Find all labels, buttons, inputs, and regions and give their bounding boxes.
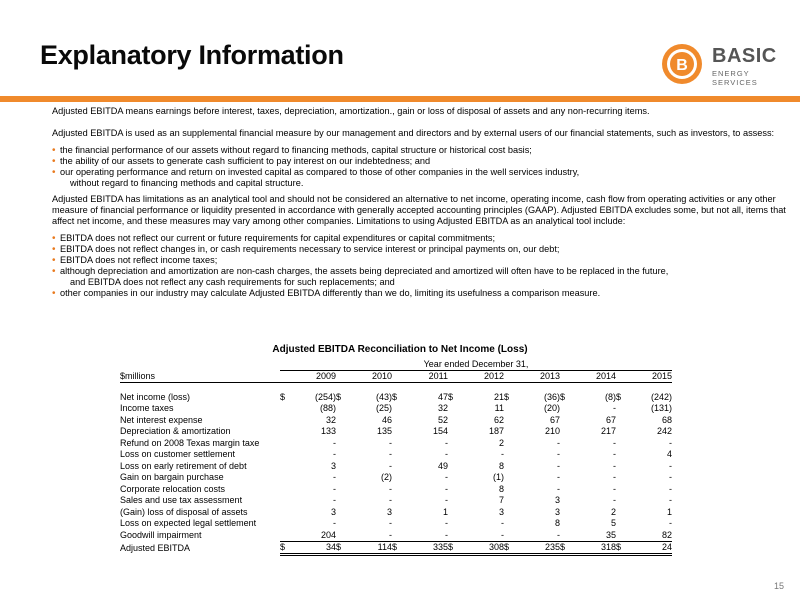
table-cell: (2) — [381, 472, 392, 483]
table-cell: - — [445, 472, 448, 483]
bullet-icon: • — [52, 288, 56, 299]
list-item: • the financial performance of our assets without regard to financing methods, capital structure or historical cost basis; — [52, 145, 532, 156]
bullet-icon: • — [52, 244, 56, 255]
currency-symbol: $ — [504, 541, 512, 555]
currency-symbol: $ — [336, 391, 342, 402]
table-cell: 32 — [437, 403, 448, 414]
table-cell: 187 — [488, 426, 504, 437]
table-cell: - — [669, 472, 672, 483]
table-cell: - — [389, 437, 392, 448]
table-cell: - — [557, 472, 560, 483]
table-row — [120, 518, 672, 530]
table-row — [120, 495, 672, 507]
usage-paragraph: Adjusted EBITDA is used as an supplemental financial measure by our management and directors and by external users of our financial statements, such as investors, to assess: — [52, 128, 775, 138]
table-cell: - — [501, 529, 504, 540]
currency-symbol: $ — [448, 391, 454, 402]
row-label: (Gain) loss of disposal of assets — [120, 506, 248, 517]
row-label: Goodwill impairment — [120, 530, 202, 540]
list-item-continuation: without regard to financing methods and capital structure. — [70, 178, 304, 188]
table-cell: 1 — [666, 506, 672, 517]
year-header: 2010 — [344, 370, 392, 383]
table-cell: 49 — [437, 460, 448, 471]
table-cell: 3 — [330, 506, 336, 517]
row-label: Loss on early retirement of debt — [120, 460, 247, 471]
table-cell: - — [557, 483, 560, 494]
table-cell: - — [613, 403, 616, 414]
list-item: • EBITDA does not reflect changes in, or cash requirements necessary to service interest or principal payments on, our debt; — [52, 244, 560, 255]
table-cell: 21 — [493, 391, 504, 402]
explanatory-text — [52, 106, 787, 304]
table-row — [120, 529, 672, 541]
table-header-years — [120, 370, 672, 383]
table-cell: 67 — [605, 414, 616, 425]
table-cell: 8 — [554, 518, 560, 529]
reconciliation-table — [120, 358, 672, 556]
table-cell: - — [613, 449, 616, 460]
list-item-continuation: and EBITDA does not reflect any cash requirements for such replacements; and — [70, 277, 395, 287]
table-cell: - — [445, 495, 448, 506]
table-cell: (36) — [543, 391, 560, 402]
row-label: Refund on 2008 Texas margin taxe — [120, 437, 260, 448]
logo-subtitle: ENERGY SERVICES — [712, 69, 758, 87]
logo-name: BASIC — [712, 45, 777, 67]
limitations-bullet-list — [52, 233, 787, 299]
bullet-icon: • — [52, 145, 56, 156]
table-row — [120, 472, 672, 484]
currency-symbol: $ — [616, 541, 624, 555]
table-cell: 335 — [400, 541, 448, 555]
table-cell: 308 — [456, 541, 504, 555]
table-cell: 3 — [554, 495, 560, 506]
bullet-icon: • — [52, 266, 56, 277]
table-cell: 3 — [498, 506, 504, 517]
table-cell: - — [501, 518, 504, 529]
table-total-row — [120, 541, 672, 555]
table-cell: - — [501, 449, 504, 460]
table-cell: - — [613, 483, 616, 494]
page-title: Explanatory Information — [40, 40, 344, 70]
bullet-icon: • — [52, 167, 56, 178]
table-cell: 7 — [498, 495, 504, 506]
bullet-icon: • — [52, 156, 56, 167]
bullet-icon: • — [52, 233, 56, 244]
table-cell: 217 — [600, 426, 616, 437]
table-cell: (242) — [650, 391, 672, 402]
list-item: • EBITDA does not reflect income taxes; — [52, 255, 218, 266]
table-cell: 47 — [437, 391, 448, 402]
bullet-icon: • — [52, 255, 56, 266]
table-cell: 3 — [386, 506, 392, 517]
list-item: • our operating performance and return on invested capital as compared to those of other companies in the well services industry, — [52, 167, 580, 178]
table-cell: - — [613, 460, 616, 471]
table-row — [120, 460, 672, 472]
table-cell: - — [389, 529, 392, 540]
table-cell: - — [333, 483, 336, 494]
table-cell: - — [333, 495, 336, 506]
table-cell: 210 — [544, 426, 560, 437]
table-row — [120, 449, 672, 461]
table-cell: - — [389, 518, 392, 529]
row-label: Corporate relocation costs — [120, 483, 226, 494]
table-cell: - — [389, 449, 392, 460]
company-logo — [658, 42, 778, 86]
year-header: 2015 — [624, 370, 672, 383]
list-item: • EBITDA does not reflect our current or future requirements for capital expenditures or capital commitments; — [52, 233, 496, 244]
table-cell: - — [557, 460, 560, 471]
units-label: $millions — [120, 370, 280, 383]
table-cell: - — [389, 483, 392, 494]
currency-symbol: $ — [616, 391, 622, 402]
table-cell: 235 — [512, 541, 560, 555]
year-header: 2013 — [512, 370, 560, 383]
table-cell: - — [333, 449, 336, 460]
currency-symbol: $ — [504, 391, 510, 402]
year-header: 2011 — [400, 370, 448, 383]
table-cell: 68 — [661, 414, 672, 425]
table-cell: - — [669, 460, 672, 471]
table-cell: 35 — [605, 529, 616, 540]
table-cell: 67 — [549, 414, 560, 425]
currency-symbol: $ — [336, 541, 344, 555]
table-row — [120, 414, 672, 426]
table-row — [120, 403, 672, 415]
table-row — [120, 483, 672, 495]
row-label: Net income (loss) — [120, 391, 191, 402]
table-cell: (254) — [314, 391, 336, 402]
table-cell: - — [557, 437, 560, 448]
table-row — [120, 426, 672, 438]
limitations-paragraph: Adjusted EBITDA has limitations as an analytical tool and should not be considered an alternative to net income, operating income, cash flow from operating activities or any other measure of financial performance or liquidity presented in accordance with generally accepted accounting principles (GAAP). Adjusted EBITDA excludes some, but not all, items that affect net income, and these measures may vary among other companies. Limitations to using Adjusted EBITDA as an analytical tool include: — [52, 194, 786, 226]
logo-letter: B — [676, 57, 688, 74]
table-cell: - — [445, 518, 448, 529]
table-cell: - — [445, 437, 448, 448]
table-cell: - — [669, 437, 672, 448]
currency-symbol: $ — [392, 391, 398, 402]
currency-symbol: $ — [392, 541, 400, 555]
period-header: Year ended December 31, — [280, 358, 672, 370]
row-label: Net interest expense — [120, 414, 203, 425]
table-cell: 62 — [493, 414, 504, 425]
logo-b-icon — [658, 42, 706, 86]
table-cell: - — [445, 449, 448, 460]
table-cell: - — [613, 472, 616, 483]
table-cell: - — [445, 483, 448, 494]
table-cell: - — [389, 495, 392, 506]
table-cell: 82 — [661, 529, 672, 540]
year-header: 2014 — [568, 370, 616, 383]
table-cell: - — [669, 518, 672, 529]
table-row — [120, 506, 672, 518]
table-cell: - — [557, 449, 560, 460]
table-row — [120, 391, 672, 403]
list-item: • the ability of our assets to generate cash sufficient to pay interest on our indebtedness; and — [52, 156, 431, 167]
table-cell: (88) — [319, 403, 336, 414]
table-cell: 1 — [442, 506, 448, 517]
table-cell: 2 — [498, 437, 504, 448]
table-cell: 4 — [666, 449, 672, 460]
table-cell: 318 — [568, 541, 616, 555]
table-cell: (25) — [375, 403, 392, 414]
table-cell: - — [333, 437, 336, 448]
table-row — [120, 437, 672, 449]
table-cell: - — [669, 483, 672, 494]
table-cell: - — [333, 518, 336, 529]
currency-symbol: $ — [560, 541, 568, 555]
table-cell: - — [445, 529, 448, 540]
table-cell: (8) — [605, 391, 616, 402]
row-label: Gain on bargain purchase — [120, 472, 224, 483]
table-cell: (20) — [543, 403, 560, 414]
year-header: 2009 — [288, 370, 336, 383]
table-cell: 8 — [498, 460, 504, 471]
table-cell: - — [557, 529, 560, 540]
table-cell: (131) — [650, 403, 672, 414]
usage-bullet-list — [52, 145, 787, 189]
currency-symbol: $ — [280, 541, 288, 555]
table-cell: 11 — [494, 403, 504, 414]
year-header: 2012 — [456, 370, 504, 383]
table-cell: - — [613, 495, 616, 506]
header-divider — [0, 96, 800, 102]
currency-symbol: $ — [448, 541, 456, 555]
table-cell: 135 — [376, 426, 392, 437]
table-cell: - — [613, 437, 616, 448]
table-title: Adjusted EBITDA Reconciliation to Net Income (Loss) — [272, 344, 528, 355]
list-item: • other companies in our industry may calculate Adjusted EBITDA differently than we do, limiting its usefulness a comparison measure. — [52, 288, 601, 299]
table-cell: (43) — [375, 391, 392, 402]
table-cell: 32 — [325, 414, 336, 425]
list-item: • although depreciation and amortization are non-cash charges, the assets being depreciated and amortized will often have to be replaced in the future, — [52, 266, 669, 277]
table-cell: 34 — [288, 541, 336, 555]
table-cell: 114 — [344, 541, 392, 555]
table-cell: 154 — [432, 426, 448, 437]
definition-paragraph: Adjusted EBITDA means earnings before interest, taxes, depreciation, amortization., gain or loss of disposal of assets and any non-recurring items. — [52, 106, 650, 116]
row-label: Loss on expected legal settlement — [120, 518, 257, 529]
table-cell: - — [389, 460, 392, 471]
table-cell: 2 — [610, 506, 616, 517]
table-cell: 24 — [624, 541, 672, 555]
table-cell: 3 — [330, 460, 336, 471]
table-cell: - — [333, 472, 336, 483]
table-cell: 52 — [437, 414, 448, 425]
table-cell: 204 — [320, 529, 336, 540]
table-header-period — [120, 358, 672, 370]
table-cell: (1) — [493, 472, 504, 483]
row-label: Adjusted EBITDA — [120, 542, 191, 553]
row-label: Income taxes — [120, 403, 174, 414]
table-cell: 8 — [498, 483, 504, 494]
row-label: Loss on customer settlement — [120, 449, 236, 460]
currency-symbol: $ — [560, 391, 566, 402]
table-cell: - — [669, 495, 672, 506]
table-cell: 3 — [554, 506, 560, 517]
page-number: 15 — [774, 581, 785, 591]
table-cell: 5 — [610, 518, 616, 529]
table-cell: 133 — [320, 426, 336, 437]
currency-symbol: $ — [280, 391, 286, 402]
row-label: Sales and use tax assessment — [120, 495, 243, 506]
row-label: Depreciation & amortization — [120, 426, 231, 437]
table-cell: 242 — [656, 426, 672, 437]
table-cell: 46 — [381, 414, 392, 425]
